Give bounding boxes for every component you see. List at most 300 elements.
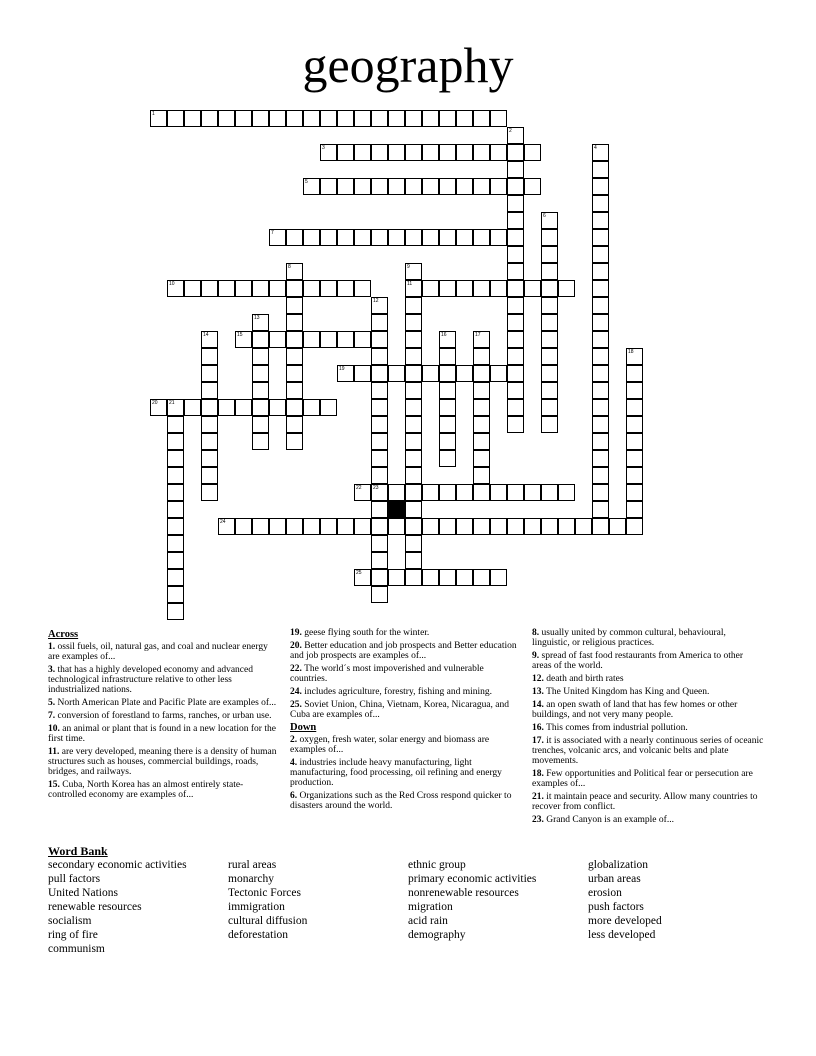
grid-cell[interactable]: [456, 569, 473, 586]
clue-number: 5: [305, 179, 308, 185]
grid-cell[interactable]: [252, 416, 269, 433]
grid-cell[interactable]: [558, 518, 575, 535]
grid-cell[interactable]: [252, 518, 269, 535]
grid-cell[interactable]: [337, 331, 354, 348]
grid-cell[interactable]: [626, 433, 643, 450]
grid-cell[interactable]: [422, 484, 439, 501]
grid-cell[interactable]: [405, 450, 422, 467]
grid-cell[interactable]: [490, 144, 507, 161]
clue-across: [48, 747, 280, 777]
grid-cell[interactable]: [592, 314, 609, 331]
grid-cell[interactable]: [405, 314, 422, 331]
grid-cell[interactable]: [473, 399, 490, 416]
grid-cell[interactable]: [320, 280, 337, 297]
clue-down: [532, 815, 764, 825]
grid-cell[interactable]: [507, 416, 524, 433]
grid-cell[interactable]: [456, 110, 473, 127]
grid-cell[interactable]: [626, 518, 643, 535]
clue-text: Grand Canyon is an example of...: [543, 815, 674, 825]
grid-cell[interactable]: [473, 365, 490, 382]
grid-cell[interactable]: [167, 484, 184, 501]
grid-cell[interactable]: [252, 110, 269, 127]
grid-cell[interactable]: [490, 365, 507, 382]
grid-cell[interactable]: [252, 331, 269, 348]
grid-cell[interactable]: [167, 552, 184, 569]
clue-number-label: 24.: [290, 687, 302, 697]
grid-cell[interactable]: [507, 195, 524, 212]
grid-cell[interactable]: [405, 569, 422, 586]
grid-cell[interactable]: [456, 229, 473, 246]
grid-cell[interactable]: [371, 110, 388, 127]
grid-cell[interactable]: [507, 144, 524, 161]
clue-down: [290, 791, 522, 811]
clue-number-label: 20.: [290, 641, 302, 651]
grid-cell[interactable]: [371, 467, 388, 484]
grid-cell[interactable]: [507, 263, 524, 280]
grid-cell[interactable]: [405, 365, 422, 382]
grid-cell[interactable]: [456, 144, 473, 161]
grid-cell[interactable]: [507, 382, 524, 399]
grid-cell[interactable]: [541, 229, 558, 246]
grid-cell[interactable]: [235, 280, 252, 297]
grid-cell[interactable]: [609, 518, 626, 535]
grid-cell[interactable]: [592, 161, 609, 178]
grid-cell[interactable]: [371, 535, 388, 552]
grid-cell[interactable]: [405, 416, 422, 433]
grid-cell[interactable]: [286, 399, 303, 416]
grid-cell[interactable]: [490, 110, 507, 127]
grid-cell[interactable]: [286, 297, 303, 314]
word-bank-item: rural areas: [228, 859, 277, 871]
grid-cell[interactable]: [337, 518, 354, 535]
grid-cell[interactable]: [524, 280, 541, 297]
grid-cell[interactable]: [507, 297, 524, 314]
clue-number-label: 21.: [532, 792, 544, 802]
grid-cell[interactable]: [626, 399, 643, 416]
grid-cell[interactable]: [473, 229, 490, 246]
grid-cell[interactable]: [252, 382, 269, 399]
grid-cell[interactable]: [201, 110, 218, 127]
grid-cell[interactable]: [269, 110, 286, 127]
grid-cell[interactable]: [337, 178, 354, 195]
grid-cell[interactable]: [371, 450, 388, 467]
grid-cell[interactable]: [558, 484, 575, 501]
clue-number: 15: [237, 332, 243, 338]
grid-cell[interactable]: [354, 178, 371, 195]
grid-cell[interactable]: [422, 144, 439, 161]
grid-cell[interactable]: [456, 484, 473, 501]
grid-cell[interactable]: [303, 229, 320, 246]
grid-cell[interactable]: [456, 518, 473, 535]
grid-cell[interactable]: [626, 365, 643, 382]
grid-cell[interactable]: [167, 535, 184, 552]
clue-number-label: 13.: [532, 687, 544, 697]
grid-cell[interactable]: [592, 450, 609, 467]
grid-cell[interactable]: [371, 229, 388, 246]
grid-cell[interactable]: [507, 314, 524, 331]
grid-cell[interactable]: [439, 416, 456, 433]
grid-cell[interactable]: [439, 110, 456, 127]
grid-cell[interactable]: [286, 518, 303, 535]
clue-across: [290, 687, 522, 697]
grid-cell[interactable]: [371, 586, 388, 603]
grid-cell[interactable]: [422, 280, 439, 297]
grid-cell[interactable]: [592, 382, 609, 399]
grid-cell[interactable]: [303, 280, 320, 297]
word-bank-item: socialism: [48, 915, 92, 927]
grid-cell[interactable]: [320, 229, 337, 246]
grid-cell[interactable]: [167, 467, 184, 484]
grid-cell[interactable]: [218, 110, 235, 127]
grid-cell[interactable]: [405, 399, 422, 416]
clue-number-label: 25.: [290, 700, 302, 710]
grid-cell[interactable]: [626, 416, 643, 433]
grid-cell[interactable]: [252, 433, 269, 450]
grid-cell[interactable]: [490, 229, 507, 246]
grid-cell[interactable]: [490, 518, 507, 535]
grid-cell[interactable]: [167, 569, 184, 586]
grid-cell[interactable]: [405, 229, 422, 246]
clue-number-label: 7.: [48, 711, 56, 721]
grid-cell[interactable]: [439, 365, 456, 382]
grid-cell[interactable]: [184, 399, 201, 416]
clue-across: [48, 711, 280, 721]
grid-cell[interactable]: [371, 348, 388, 365]
grid-cell[interactable]: [456, 365, 473, 382]
grid-cell[interactable]: [371, 552, 388, 569]
grid-cell[interactable]: [422, 110, 439, 127]
grid-cell[interactable]: [439, 569, 456, 586]
grid-cell[interactable]: [592, 178, 609, 195]
grid-cell[interactable]: [626, 450, 643, 467]
grid-cell[interactable]: [626, 501, 643, 518]
grid-cell[interactable]: [490, 484, 507, 501]
grid-cell[interactable]: [439, 382, 456, 399]
grid-cell[interactable]: [235, 518, 252, 535]
grid-cell[interactable]: [541, 314, 558, 331]
grid-cell[interactable]: [167, 603, 184, 620]
grid-cell[interactable]: [388, 110, 405, 127]
word-bank-item: primary economic activities: [408, 873, 537, 885]
grid-cell[interactable]: [507, 331, 524, 348]
grid-cell[interactable]: [473, 467, 490, 484]
grid-cell[interactable]: [456, 280, 473, 297]
grid-cell[interactable]: [405, 467, 422, 484]
grid-cell[interactable]: [592, 297, 609, 314]
grid-cell[interactable]: [626, 484, 643, 501]
grid-cell[interactable]: [541, 365, 558, 382]
grid-cell[interactable]: [201, 484, 218, 501]
grid-cell[interactable]: [473, 484, 490, 501]
grid-cell[interactable]: [371, 365, 388, 382]
grid-cell[interactable]: [541, 416, 558, 433]
grid-cell[interactable]: [592, 365, 609, 382]
grid-cell[interactable]: [354, 229, 371, 246]
grid-cell[interactable]: [201, 280, 218, 297]
grid-cell[interactable]: [405, 552, 422, 569]
grid-cell[interactable]: [388, 365, 405, 382]
grid-cell[interactable]: [473, 178, 490, 195]
grid-cell[interactable]: [337, 144, 354, 161]
grid-cell[interactable]: [320, 399, 337, 416]
grid-cell[interactable]: [473, 110, 490, 127]
grid-cell[interactable]: [201, 450, 218, 467]
grid-cell[interactable]: [388, 484, 405, 501]
grid-cell[interactable]: [439, 229, 456, 246]
grid-cell[interactable]: [439, 280, 456, 297]
grid-cell[interactable]: [388, 229, 405, 246]
grid-cell[interactable]: [405, 178, 422, 195]
grid-cell[interactable]: [422, 569, 439, 586]
grid-cell[interactable]: [473, 416, 490, 433]
grid-cell[interactable]: [405, 348, 422, 365]
grid-cell[interactable]: [320, 518, 337, 535]
grid-cell[interactable]: [439, 348, 456, 365]
grid-cell[interactable]: [592, 416, 609, 433]
grid-cell[interactable]: [252, 348, 269, 365]
grid-cell[interactable]: [473, 518, 490, 535]
grid-cell[interactable]: [388, 144, 405, 161]
grid-cell[interactable]: [422, 229, 439, 246]
grid-cell[interactable]: [473, 382, 490, 399]
grid-cell[interactable]: [422, 518, 439, 535]
grid-cell[interactable]: [541, 382, 558, 399]
grid-cell[interactable]: [201, 365, 218, 382]
grid-cell[interactable]: [405, 144, 422, 161]
grid-cell[interactable]: [371, 501, 388, 518]
grid-cell[interactable]: [490, 569, 507, 586]
grid-cell[interactable]: [422, 178, 439, 195]
grid-cell[interactable]: [320, 178, 337, 195]
grid-cell[interactable]: [473, 433, 490, 450]
clue-number-label: 4.: [290, 758, 298, 768]
grid-cell[interactable]: [524, 144, 541, 161]
grid-cell[interactable]: [507, 484, 524, 501]
grid-cell[interactable]: [592, 348, 609, 365]
grid-cell[interactable]: [371, 399, 388, 416]
clue-text: an animal or plant that is found in a new location for the first time.: [48, 724, 276, 744]
grid-cell[interactable]: [524, 518, 541, 535]
grid-cell[interactable]: [439, 144, 456, 161]
grid-cell[interactable]: [286, 348, 303, 365]
grid-cell[interactable]: [371, 314, 388, 331]
grid-cell[interactable]: [184, 280, 201, 297]
grid-cell[interactable]: [439, 433, 456, 450]
grid-cell[interactable]: [286, 314, 303, 331]
grid-cell[interactable]: [303, 110, 320, 127]
grid-cell[interactable]: [558, 280, 575, 297]
grid-cell[interactable]: [541, 280, 558, 297]
grid-cell[interactable]: [269, 399, 286, 416]
grid-cell[interactable]: [201, 399, 218, 416]
grid-cell[interactable]: [507, 280, 524, 297]
clue-down: [532, 687, 764, 697]
grid-cell[interactable]: [541, 518, 558, 535]
grid-cell[interactable]: [541, 263, 558, 280]
grid-cell[interactable]: [473, 144, 490, 161]
grid-cell[interactable]: [439, 484, 456, 501]
grid-cell[interactable]: [167, 110, 184, 127]
grid-cell[interactable]: [286, 365, 303, 382]
grid-cell[interactable]: [337, 280, 354, 297]
grid-cell[interactable]: [235, 399, 252, 416]
grid-cell[interactable]: [473, 569, 490, 586]
grid-cell[interactable]: [456, 178, 473, 195]
grid-cell[interactable]: [303, 518, 320, 535]
grid-cell[interactable]: [269, 280, 286, 297]
grid-cell[interactable]: [541, 348, 558, 365]
grid-cell[interactable]: [286, 280, 303, 297]
grid-cell[interactable]: [592, 399, 609, 416]
grid-cell[interactable]: [354, 110, 371, 127]
grid-cell[interactable]: [473, 280, 490, 297]
grid-cell[interactable]: [626, 467, 643, 484]
grid-cell[interactable]: [405, 331, 422, 348]
grid-cell[interactable]: [201, 467, 218, 484]
grid-cell[interactable]: [388, 569, 405, 586]
grid-cell[interactable]: [507, 229, 524, 246]
grid-cell[interactable]: [167, 501, 184, 518]
grid-cell[interactable]: [167, 518, 184, 535]
grid-cell[interactable]: [371, 144, 388, 161]
grid-cell[interactable]: [473, 450, 490, 467]
clue-across: [48, 665, 280, 695]
grid-cell[interactable]: [626, 382, 643, 399]
grid-cell[interactable]: [354, 280, 371, 297]
grid-cell[interactable]: [439, 178, 456, 195]
grid-cell[interactable]: [388, 178, 405, 195]
grid-cell[interactable]: [218, 399, 235, 416]
grid-cell[interactable]: [167, 433, 184, 450]
grid-cell[interactable]: [320, 331, 337, 348]
grid-cell[interactable]: [201, 433, 218, 450]
grid-cell[interactable]: [320, 110, 337, 127]
grid-cell[interactable]: [337, 110, 354, 127]
grid-cell[interactable]: [541, 331, 558, 348]
grid-cell[interactable]: [541, 399, 558, 416]
grid-cell[interactable]: [541, 297, 558, 314]
grid-cell[interactable]: [286, 433, 303, 450]
grid-cell[interactable]: [541, 246, 558, 263]
grid-cell[interactable]: [371, 569, 388, 586]
grid-cell[interactable]: [490, 178, 507, 195]
grid-cell[interactable]: [575, 518, 592, 535]
grid-cell[interactable]: [592, 263, 609, 280]
grid-cell[interactable]: [286, 382, 303, 399]
word-bank-column-2: [228, 858, 307, 942]
clue-across: [290, 700, 522, 720]
grid-cell[interactable]: [354, 331, 371, 348]
grid-cell[interactable]: [303, 331, 320, 348]
grid-cell[interactable]: [235, 110, 252, 127]
grid-cell[interactable]: [592, 467, 609, 484]
grid-cell[interactable]: [592, 212, 609, 229]
grid-cell[interactable]: [405, 484, 422, 501]
grid-cell[interactable]: [541, 484, 558, 501]
grid-cell[interactable]: [354, 144, 371, 161]
grid-cell[interactable]: [269, 518, 286, 535]
grid-cell[interactable]: [473, 348, 490, 365]
grid-cell[interactable]: [507, 348, 524, 365]
grid-cell[interactable]: [388, 518, 405, 535]
word-bank-item: more developed: [588, 915, 662, 927]
grid-cell[interactable]: [167, 450, 184, 467]
grid-cell[interactable]: [167, 586, 184, 603]
grid-cell[interactable]: [592, 501, 609, 518]
grid-cell[interactable]: [439, 518, 456, 535]
grid-cell[interactable]: [405, 110, 422, 127]
grid-cell[interactable]: [354, 365, 371, 382]
grid-cell[interactable]: [592, 433, 609, 450]
grid-cell[interactable]: [371, 433, 388, 450]
grid-cell[interactable]: [592, 195, 609, 212]
grid-cell[interactable]: [371, 416, 388, 433]
grid-cell[interactable]: [592, 246, 609, 263]
grid-cell[interactable]: [439, 450, 456, 467]
grid-cell[interactable]: [592, 229, 609, 246]
grid-cell[interactable]: [286, 416, 303, 433]
grid-cell[interactable]: [252, 365, 269, 382]
grid-cell[interactable]: [592, 484, 609, 501]
grid-cell[interactable]: [201, 382, 218, 399]
grid-cell[interactable]: [592, 518, 609, 535]
grid-cell[interactable]: [405, 297, 422, 314]
grid-cell[interactable]: [286, 229, 303, 246]
grid-cell[interactable]: [371, 331, 388, 348]
word-bank-title: Word Bank: [48, 844, 108, 858]
grid-cell[interactable]: [422, 365, 439, 382]
grid-cell[interactable]: [252, 399, 269, 416]
grid-cell[interactable]: [405, 535, 422, 552]
grid-cell[interactable]: [524, 484, 541, 501]
grid-cell[interactable]: [592, 280, 609, 297]
grid-cell[interactable]: [592, 331, 609, 348]
grid-cell[interactable]: [218, 280, 235, 297]
grid-cell[interactable]: [167, 416, 184, 433]
down-heading: Down: [290, 722, 317, 733]
grid-cell[interactable]: [524, 178, 541, 195]
clue-number-label: 14.: [532, 700, 544, 710]
clue-down: [532, 723, 764, 733]
grid-cell[interactable]: [507, 365, 524, 382]
grid-cell[interactable]: [507, 212, 524, 229]
grid-cell[interactable]: [286, 110, 303, 127]
grid-cell[interactable]: [405, 433, 422, 450]
grid-cell[interactable]: [201, 348, 218, 365]
grid-cell[interactable]: [286, 331, 303, 348]
grid-cell[interactable]: [405, 501, 422, 518]
grid-cell[interactable]: [507, 399, 524, 416]
grid-cell[interactable]: [354, 518, 371, 535]
grid-cell[interactable]: [269, 331, 286, 348]
grid-cell[interactable]: [371, 382, 388, 399]
grid-cell[interactable]: [439, 399, 456, 416]
grid-cell[interactable]: [371, 518, 388, 535]
grid-cell[interactable]: [507, 246, 524, 263]
grid-cell[interactable]: [184, 110, 201, 127]
grid-cell[interactable]: [252, 280, 269, 297]
grid-cell[interactable]: [337, 229, 354, 246]
grid-cell[interactable]: [507, 161, 524, 178]
grid-cell[interactable]: [507, 518, 524, 535]
grid-cell[interactable]: [303, 399, 320, 416]
grid-cell[interactable]: [490, 280, 507, 297]
grid-cell[interactable]: [405, 382, 422, 399]
grid-cell[interactable]: [405, 518, 422, 535]
grid-cell[interactable]: [507, 178, 524, 195]
grid-cell[interactable]: [371, 178, 388, 195]
grid-cell[interactable]: [201, 416, 218, 433]
